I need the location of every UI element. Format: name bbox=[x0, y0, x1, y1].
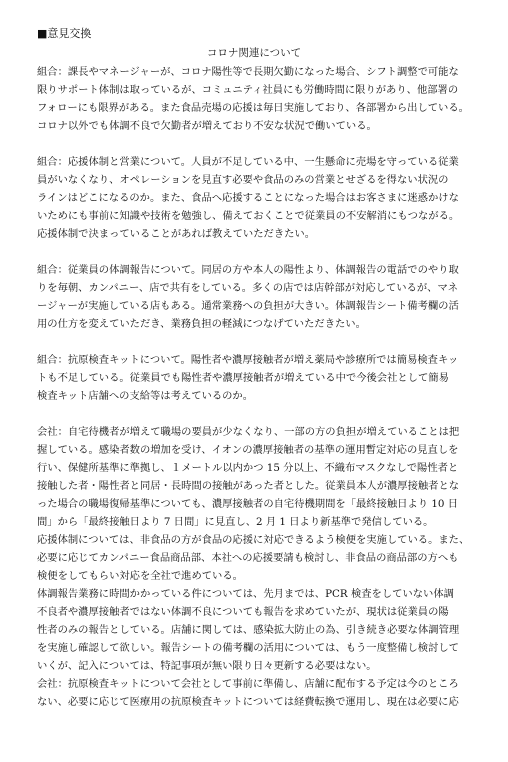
text-line: フォローにも限界がある。また食品売場の応援は毎日実施しており、各部署から出している。 bbox=[37, 102, 469, 114]
text-line: 検査キット店舗への支給等は考えているのか。 bbox=[37, 390, 254, 402]
text-line: トも不足している。従業員でも陽性者や濃厚接触者が増えている中で今後会社として簡易 bbox=[37, 372, 449, 384]
paragraph-support-operations bbox=[37, 153, 477, 243]
text-line: いためにも事前に知識や技術を勉強し、備えておくことで従業員の不安解消にもつながる。 bbox=[37, 210, 460, 222]
document-body bbox=[37, 63, 477, 711]
paragraph-gap bbox=[37, 135, 477, 153]
text-line: りを毎朝、カンパニー、店で共有をしている。多くの店では店幹部が対応しているが、マネ bbox=[37, 282, 459, 294]
text-line: 応援体制で決まっていることがあれば教えていただきたい。 bbox=[37, 228, 316, 240]
text-line: 用の仕方を変えていただき、業務負担の軽減につなげていただきたい。 bbox=[37, 318, 366, 330]
text-line: 接触した者・陽性者と同居・長時間の接触があった者とした。従業員本人が濃厚接触者とな bbox=[37, 480, 460, 492]
text-line: 体調報告業務に時間かかっている件については、先月までは、PCR 検査をしていない体調 bbox=[37, 588, 454, 600]
text-line: ない、必要に応じて医療用の抗原検査キットについては経費転換で運用し、現在は必要に応 bbox=[37, 696, 459, 708]
text-line: 行い、保健所基準に準拠し、１メートル以内かつ 15 分以上、不織布マスクなしで陽性者と bbox=[37, 462, 459, 474]
paragraph-gap bbox=[37, 405, 477, 423]
text-line: 員がいなくなり、オペレーションを見直す必要や食品のみの営業とせざるを得ない状況の bbox=[37, 174, 449, 186]
section-heading: ■意見交換 bbox=[37, 27, 92, 40]
text-line: 間」から「最終接触日より 7 日間」に見直し、2 月 1 日より新基準で発信している。 bbox=[37, 516, 434, 528]
text-line: コロナ以外でも体調不良で欠勤者が増えており不安な状況で働いている。 bbox=[37, 120, 377, 132]
text-line: ージャーが実施している店もある。通常業務への負担が大きい。体調報告シート備考欄の活 bbox=[37, 300, 459, 312]
paragraph-gap bbox=[37, 243, 477, 261]
paragraph-company-response bbox=[37, 423, 477, 711]
text-line: 限りサポート体制は取っているが、コミュニティ社員にも労働時間に限りがあり、他部署の bbox=[37, 84, 459, 96]
text-line: 会社：抗原検査キットについて会社として事前に準備し、店舗に配布する予定は今のところ bbox=[37, 678, 459, 690]
text-line: 検便をしてもらい対応を全社で進めている。 bbox=[37, 570, 243, 582]
text-line: 組合：課長やマネージャーが、コロナ陽性等で長期欠勤になった場合、シフト調整で可能な bbox=[37, 66, 459, 78]
text-line: 組合：抗原検査キットについて。陽性者や濃厚接触者が増え薬局や診療所では簡易検査キッ bbox=[37, 354, 459, 366]
text-line: いくが、記入については、特記事項が無い限り日々更新する必要はない。 bbox=[37, 660, 377, 672]
text-line: 必要に応じてカンパニー食品商品部、本社への応援要請も検討し、非食品の商品部の方へも bbox=[37, 552, 459, 564]
text-line: 性者のみの報告としている。店舗に関しては、感染拡大防止の為、引き続き必要な体調管理 bbox=[37, 624, 460, 636]
paragraph-gap bbox=[37, 333, 477, 351]
text-line: ラインはどこになるのか。また、食品へ応援することになった場合はお客さまに迷惑かけな bbox=[37, 192, 459, 204]
text-line: 握している。感染者数の増加を受け、イオンの濃厚接触者の基準の運用暫定対応の見直しを bbox=[37, 444, 459, 456]
text-line: 組合：応援体制と営業について。人員が不足している中、一生懸命に売場を守っている従業 bbox=[37, 156, 459, 168]
document-title: コロナ関連について bbox=[206, 47, 302, 59]
text-line: を実施し確認して欲しい。報告シートの備考欄の活用については、もう一度整備し検討して bbox=[37, 642, 459, 654]
text-line: 組合：従業員の体調報告について。同居の方や本人の陽性より、体調報告の電話でのやり取 bbox=[37, 264, 459, 276]
paragraph-staffing-support bbox=[37, 63, 477, 135]
text-line: 不良者や濃厚接触者ではない体調不良についても報告を求めていたが、現状は従業員の陽 bbox=[37, 606, 449, 618]
paragraph-antigen-kits bbox=[37, 351, 477, 405]
paragraph-health-reports bbox=[37, 261, 477, 333]
text-line: った場合の職場復帰基準についても、濃厚接触者の自宅待機期間を「最終接触日より 10 日 bbox=[37, 498, 459, 510]
text-line: 会社：自宅待機者が増えて職場の要員が少なくなり、一部の方の負担が増えていることは把 bbox=[37, 426, 460, 438]
text-line: 応援体制については、非食品の方が食品の応援に対応できるよう検便を実施している。また、 bbox=[37, 534, 470, 546]
